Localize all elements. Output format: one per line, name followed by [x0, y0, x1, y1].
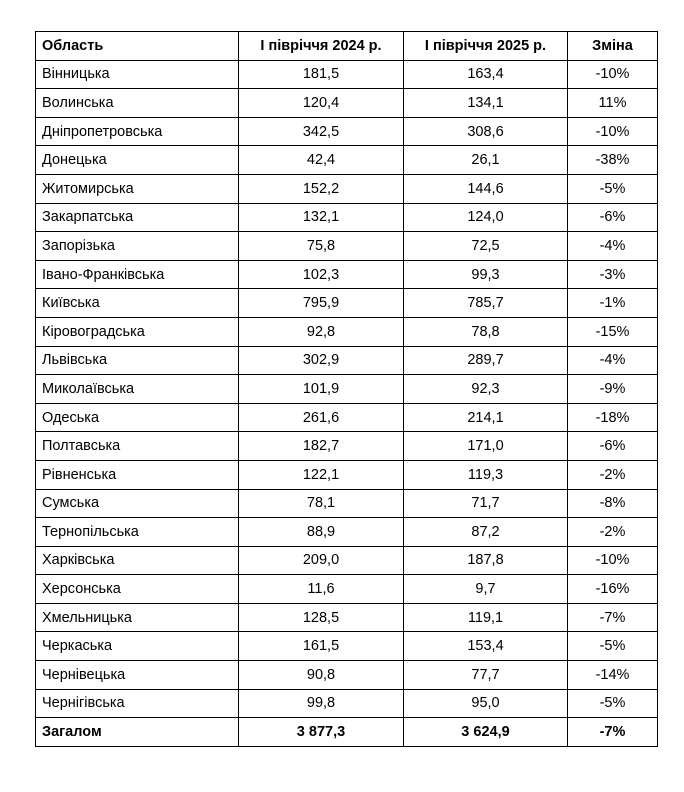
cell-h1-2024: 99,8: [239, 689, 404, 718]
cell-region: Київська: [36, 289, 239, 318]
cell-h1-2025: 785,7: [404, 289, 568, 318]
cell-h1-2025: 163,4: [404, 60, 568, 89]
regions-table: [35, 31, 658, 747]
cell-h1-2025: 9,7: [404, 575, 568, 604]
cell-h1-2024: 128,5: [239, 603, 404, 632]
cell-h1-2024: 75,8: [239, 232, 404, 261]
cell-change: -5%: [568, 632, 658, 661]
table-row: [36, 432, 658, 461]
table-row: [36, 689, 658, 718]
cell-region: Закарпатська: [36, 203, 239, 232]
cell-h1-2024: 101,9: [239, 375, 404, 404]
cell-h1-2025: 72,5: [404, 232, 568, 261]
cell-region: Черкаська: [36, 632, 239, 661]
cell-h1-2025: 92,3: [404, 375, 568, 404]
cell-region: Вінницька: [36, 60, 239, 89]
cell-h1-2025: 78,8: [404, 317, 568, 346]
cell-h1-2024: 182,7: [239, 432, 404, 461]
cell-change: -10%: [568, 546, 658, 575]
cell-h1-2025: 95,0: [404, 689, 568, 718]
total-change: -7%: [568, 718, 658, 747]
total-region: Загалом: [36, 718, 239, 747]
cell-change: -16%: [568, 575, 658, 604]
table-row: [36, 575, 658, 604]
cell-h1-2024: 181,5: [239, 60, 404, 89]
table-row: [36, 460, 658, 489]
cell-region: Хмельницька: [36, 603, 239, 632]
cell-h1-2024: 11,6: [239, 575, 404, 604]
cell-change: -18%: [568, 403, 658, 432]
cell-h1-2025: 153,4: [404, 632, 568, 661]
cell-h1-2024: 261,6: [239, 403, 404, 432]
header-region: Область: [36, 32, 239, 61]
cell-h1-2024: 161,5: [239, 632, 404, 661]
cell-region: Кіровоградська: [36, 317, 239, 346]
table-row: [36, 203, 658, 232]
cell-h1-2025: 171,0: [404, 432, 568, 461]
cell-h1-2025: 134,1: [404, 89, 568, 118]
cell-change: -2%: [568, 518, 658, 547]
cell-region: Миколаївська: [36, 375, 239, 404]
table-row: [36, 289, 658, 318]
cell-h1-2025: 124,0: [404, 203, 568, 232]
table-row: [36, 489, 658, 518]
table-row: [36, 546, 658, 575]
cell-h1-2025: 119,1: [404, 603, 568, 632]
cell-h1-2024: 132,1: [239, 203, 404, 232]
table-row: [36, 632, 658, 661]
cell-region: Тернопільська: [36, 518, 239, 547]
cell-region: Житомирська: [36, 174, 239, 203]
cell-h1-2024: 209,0: [239, 546, 404, 575]
cell-region: Чернівецька: [36, 661, 239, 690]
cell-change: -5%: [568, 174, 658, 203]
table-row: [36, 232, 658, 261]
table-row: [36, 174, 658, 203]
cell-h1-2025: 87,2: [404, 518, 568, 547]
cell-change: -8%: [568, 489, 658, 518]
cell-h1-2025: 71,7: [404, 489, 568, 518]
cell-change: -7%: [568, 603, 658, 632]
cell-change: -6%: [568, 432, 658, 461]
cell-h1-2024: 88,9: [239, 518, 404, 547]
cell-h1-2025: 119,3: [404, 460, 568, 489]
cell-h1-2025: 214,1: [404, 403, 568, 432]
cell-region: Сумська: [36, 489, 239, 518]
total-h1-2025: 3 624,9: [404, 718, 568, 747]
table-row: [36, 146, 658, 175]
cell-change: -14%: [568, 661, 658, 690]
cell-h1-2024: 342,5: [239, 117, 404, 146]
cell-region: Івано-Франківська: [36, 260, 239, 289]
cell-h1-2024: 90,8: [239, 661, 404, 690]
cell-h1-2024: 795,9: [239, 289, 404, 318]
cell-region: Чернігівська: [36, 689, 239, 718]
cell-h1-2024: 102,3: [239, 260, 404, 289]
cell-region: Рівненська: [36, 460, 239, 489]
cell-h1-2025: 144,6: [404, 174, 568, 203]
table-row: [36, 603, 658, 632]
table-body: [36, 60, 658, 718]
cell-region: Волинська: [36, 89, 239, 118]
cell-change: -6%: [568, 203, 658, 232]
table-row: [36, 89, 658, 118]
cell-h1-2024: 120,4: [239, 89, 404, 118]
cell-region: Херсонська: [36, 575, 239, 604]
cell-h1-2025: 26,1: [404, 146, 568, 175]
cell-h1-2025: 308,6: [404, 117, 568, 146]
cell-change: -10%: [568, 60, 658, 89]
table-row: [36, 375, 658, 404]
header-h1-2024: І півріччя 2024 р.: [239, 32, 404, 61]
header-h1-2025: І півріччя 2025 р.: [404, 32, 568, 61]
cell-change: -9%: [568, 375, 658, 404]
cell-h1-2024: 152,2: [239, 174, 404, 203]
header-row: [36, 32, 658, 61]
table-row: [36, 518, 658, 547]
cell-h1-2024: 42,4: [239, 146, 404, 175]
total-h1-2024: 3 877,3: [239, 718, 404, 747]
cell-region: Львівська: [36, 346, 239, 375]
cell-region: Одеська: [36, 403, 239, 432]
table-row: [36, 661, 658, 690]
cell-h1-2025: 77,7: [404, 661, 568, 690]
cell-change: -5%: [568, 689, 658, 718]
cell-change: 11%: [568, 89, 658, 118]
cell-region: Донецька: [36, 146, 239, 175]
cell-region: Полтавська: [36, 432, 239, 461]
cell-h1-2025: 99,3: [404, 260, 568, 289]
header-change: Зміна: [568, 32, 658, 61]
cell-change: -4%: [568, 232, 658, 261]
cell-change: -2%: [568, 460, 658, 489]
table-row: [36, 346, 658, 375]
cell-change: -10%: [568, 117, 658, 146]
cell-h1-2024: 122,1: [239, 460, 404, 489]
cell-change: -15%: [568, 317, 658, 346]
table-row: [36, 117, 658, 146]
total-row: [36, 718, 658, 747]
cell-region: Дніпропетровська: [36, 117, 239, 146]
cell-change: -38%: [568, 146, 658, 175]
cell-change: -4%: [568, 346, 658, 375]
cell-h1-2025: 187,8: [404, 546, 568, 575]
cell-h1-2024: 92,8: [239, 317, 404, 346]
cell-h1-2025: 289,7: [404, 346, 568, 375]
table-row: [36, 260, 658, 289]
table-row: [36, 403, 658, 432]
cell-change: -1%: [568, 289, 658, 318]
table-row: [36, 60, 658, 89]
table-row: [36, 317, 658, 346]
cell-h1-2024: 78,1: [239, 489, 404, 518]
cell-h1-2024: 302,9: [239, 346, 404, 375]
cell-region: Харківська: [36, 546, 239, 575]
cell-change: -3%: [568, 260, 658, 289]
cell-region: Запорізька: [36, 232, 239, 261]
